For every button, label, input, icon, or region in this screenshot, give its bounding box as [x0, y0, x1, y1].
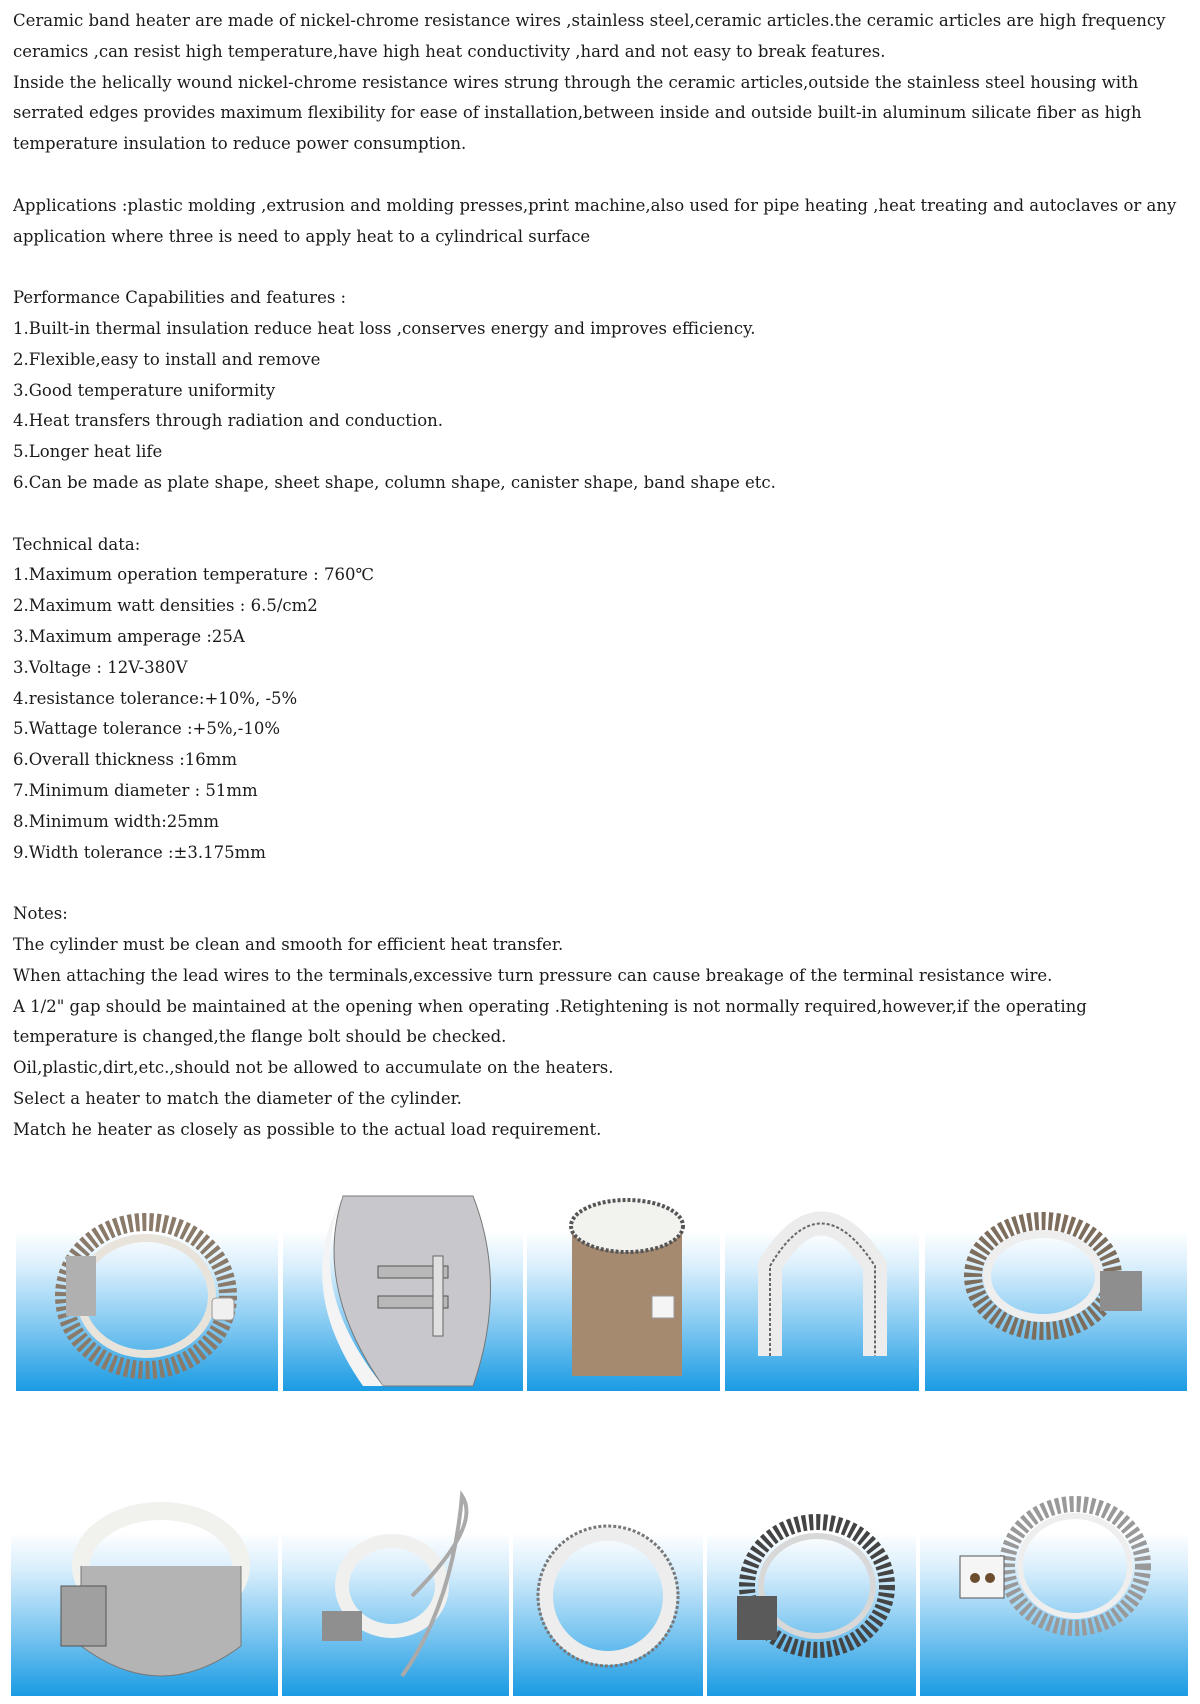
product-photo-row-2: [0, 1486, 1200, 1696]
note-item: Select a heater to match the diameter of the cylinder.: [13, 1088, 462, 1108]
intro-paragraph: Ceramic band heater are made of nickel-chrome resistance wires ,stainless steel,ceramic articles.the ceramic articles are high frequency ceramics ,can resist high temperature,have high heat conductivity ,hard and not easy to break features.: [13, 11, 1166, 61]
feature-item: 4.Heat transfers through radiation and conduction.: [13, 411, 443, 431]
applications-paragraph: Applications :plastic molding ,extrusion and molding presses,print machine,also used for pipe heating ,heat treating and autoclaves or any application where three is need to apply heat to a cylindrical surface: [13, 195, 1177, 246]
feature-item: 6.Can be made as plate shape, sheet shape, column shape, canister shape, band shape etc.: [13, 472, 776, 492]
feature-item: 3.Good temperature uniformity: [13, 380, 276, 400]
band-heater-photo: [725, 1186, 919, 1391]
band-heater-photo: [11, 1486, 278, 1696]
feature-item: 5.Longer heat life: [13, 442, 163, 462]
notes-heading: Notes:: [13, 904, 68, 924]
note-item: A 1/2" gap should be maintained at the opening when operating .Retightening is not normally required,however,if the operating temperature is changed,the flange bolt should be checked.: [13, 996, 1087, 1047]
technical-item: 1.Maximum operation temperature : 760℃: [13, 565, 374, 585]
technical-heading: Technical data:: [13, 534, 141, 554]
technical-item: 5.Wattage tolerance :+5%,-10%: [13, 719, 281, 739]
technical-item: 8.Minimum width:25mm: [13, 811, 220, 831]
technical-item: 3.Voltage : 12V-380V: [13, 657, 188, 677]
note-item: Match he heater as closely as possible to the actual load requirement.: [13, 1119, 602, 1139]
note-item: When attaching the lead wires to the terminals,excessive turn pressure can cause breakage of the terminal resistance wire.: [13, 965, 1053, 985]
technical-item: 6.Overall thickness :16mm: [13, 750, 238, 770]
technical-item: 2.Maximum watt densities : 6.5/cm2: [13, 596, 318, 616]
band-heater-photo: [513, 1486, 703, 1696]
technical-item: 9.Width tolerance :±3.175mm: [13, 842, 266, 862]
note-item: Oil,plastic,dirt,etc.,should not be allowed to accumulate on the heaters.: [13, 1058, 614, 1078]
feature-item: 2.Flexible,easy to install and remove: [13, 349, 321, 369]
band-heater-photo: [283, 1186, 523, 1391]
band-heater-photo: [527, 1186, 720, 1391]
band-heater-photo: [707, 1486, 916, 1696]
technical-item: 4.resistance tolerance:+10%, -5%: [13, 688, 298, 708]
product-description: [13, 6, 1185, 1145]
technical-item: 7.Minimum diameter : 51mm: [13, 780, 258, 800]
band-heater-photo: [282, 1486, 509, 1696]
band-heater-photo: [920, 1486, 1188, 1696]
band-heater-photo: [925, 1186, 1187, 1391]
construction-paragraph: Inside the helically wound nickel-chrome resistance wires strung through the ceramic articles,outside the stainless steel housing with serrated edges provides maximum flexibility for ease of installation,between inside and outside built-in aluminum silicate fiber as high temperature insulation to reduce power consumption.: [13, 72, 1142, 154]
feature-item: 1.Built-in thermal insulation reduce heat loss ,conserves energy and improves efficiency.: [13, 318, 756, 338]
band-heater-photo: [16, 1186, 278, 1391]
features-heading: Performance Capabilities and features :: [13, 288, 347, 308]
product-photo-row-1: [0, 1186, 1200, 1391]
technical-item: 3.Maximum amperage :25A: [13, 626, 245, 646]
note-item: The cylinder must be clean and smooth for efficient heat transfer.: [13, 934, 564, 954]
